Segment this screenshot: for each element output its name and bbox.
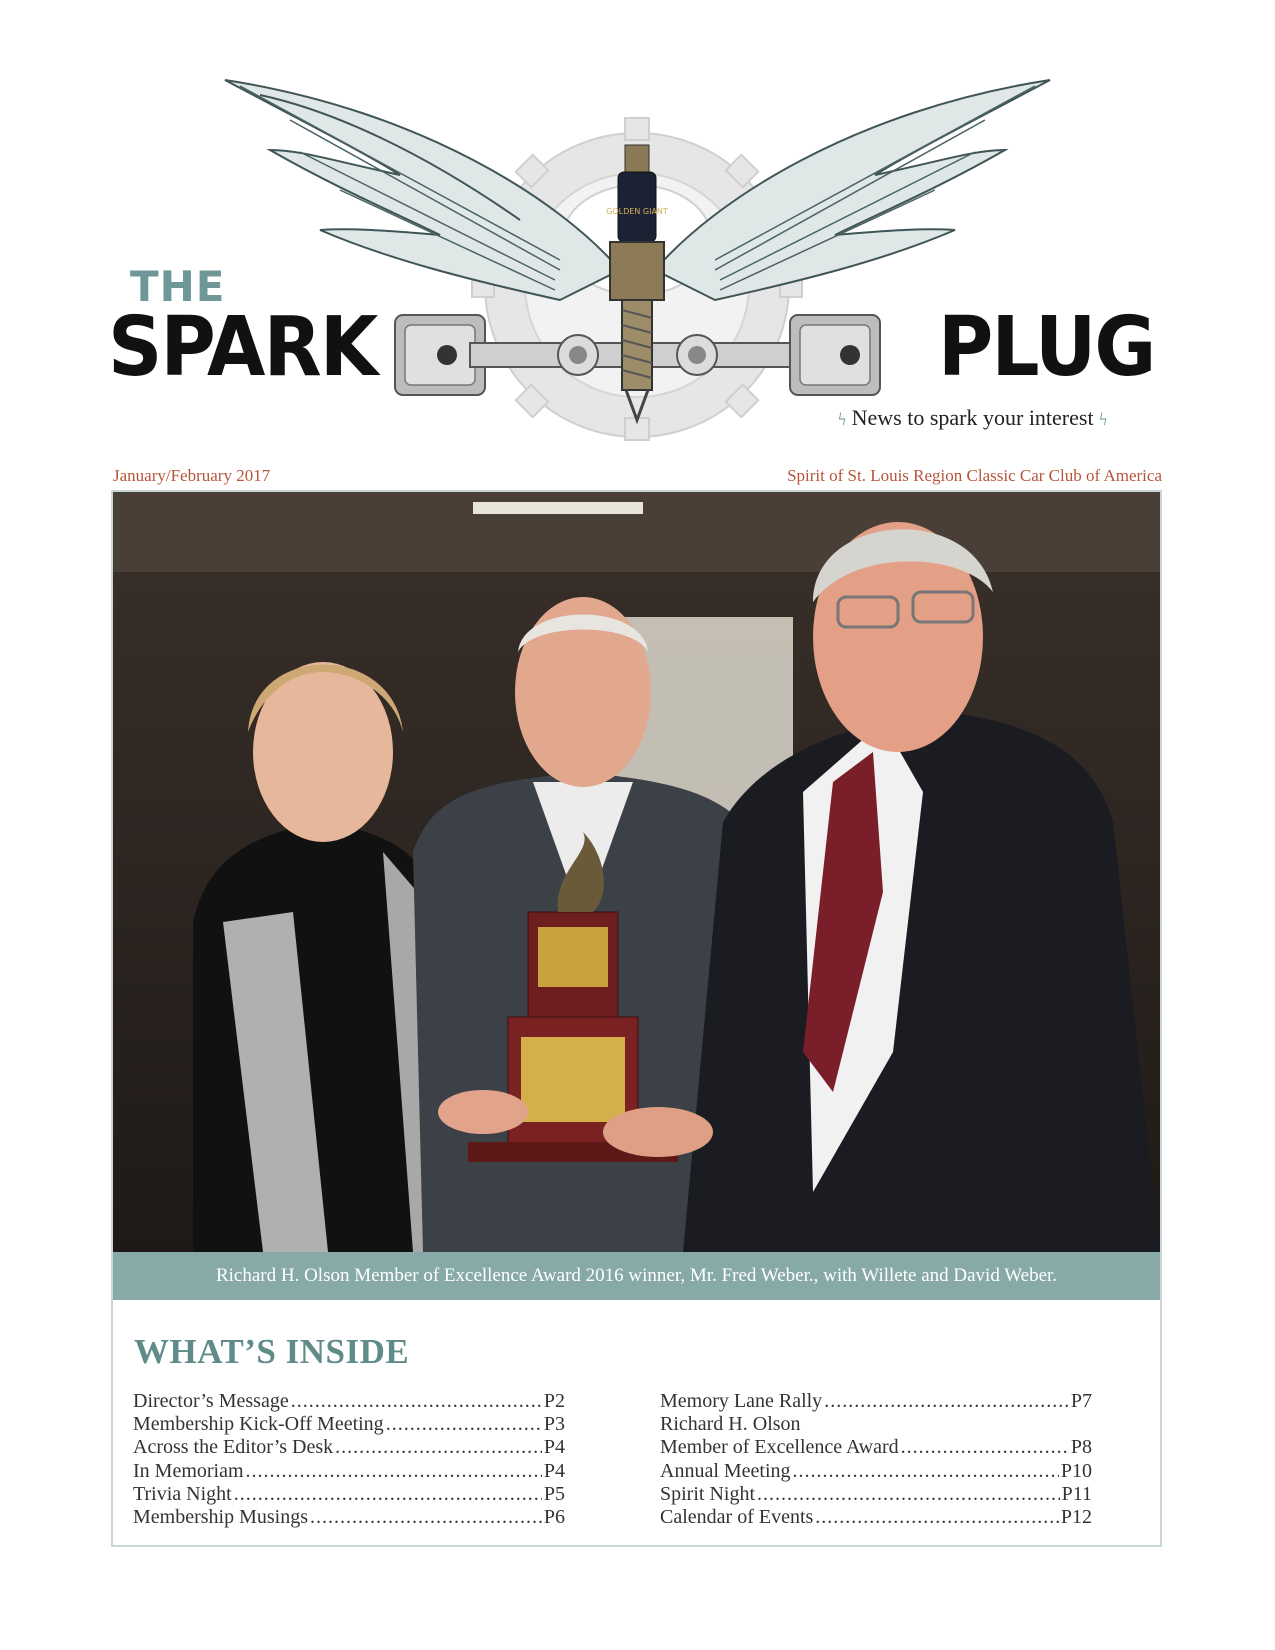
toc-entry-page: P2	[543, 1390, 565, 1412]
toc-leader	[386, 1413, 542, 1436]
toc-entry[interactable]	[133, 1390, 565, 1413]
toc-entry-title: Membership Kick-Off Meeting	[133, 1413, 384, 1436]
toc-column-1	[133, 1390, 565, 1529]
masthead-plug: PLUG	[938, 300, 1155, 395]
toc-entry-page: P4	[543, 1436, 565, 1459]
toc-entry-title: Member of Excellence Award	[660, 1436, 899, 1459]
toc-entry[interactable]	[660, 1460, 1092, 1483]
toc-leader	[757, 1483, 1060, 1506]
toc-entry-title: Membership Musings	[133, 1506, 308, 1529]
tagline-text: News to spark your interest	[851, 405, 1094, 430]
toc-leader	[291, 1390, 542, 1413]
toc-entry-page: P10	[1060, 1459, 1092, 1482]
toc-entry-title: Across the Editor’s Desk	[133, 1436, 334, 1459]
toc-entry-page: P4	[543, 1459, 565, 1482]
toc-entry-page: P3	[543, 1413, 565, 1436]
toc-entry[interactable]	[660, 1436, 1092, 1459]
toc-leader	[310, 1506, 542, 1529]
toc-leader	[234, 1483, 542, 1506]
toc-entry-title: Trivia Night	[133, 1482, 232, 1505]
toc-entry-page: P11	[1061, 1482, 1092, 1505]
toc-leader	[901, 1436, 1069, 1459]
toc-entry-title: Annual Meeting	[660, 1459, 791, 1482]
toc-entry[interactable]	[133, 1460, 565, 1483]
toc-entry[interactable]	[133, 1436, 565, 1459]
toc-entry-title: Memory Lane Rally	[660, 1390, 823, 1412]
toc-leader	[793, 1460, 1059, 1483]
toc-entry[interactable]	[660, 1483, 1092, 1506]
lightning-bolt-icon: ϟ	[838, 409, 847, 429]
toc-entry[interactable]	[660, 1390, 1092, 1413]
toc-entry[interactable]	[660, 1413, 1092, 1436]
toc-entry[interactable]	[133, 1483, 565, 1506]
toc-entry[interactable]	[133, 1413, 565, 1436]
award-photo-illustration	[113, 492, 1160, 1252]
cover-photo	[113, 492, 1160, 1252]
masthead-spark: SPARK	[108, 300, 377, 395]
toc-entry-page: P5	[543, 1482, 565, 1505]
toc-entry-page: P8	[1070, 1436, 1092, 1459]
lightning-bolt-icon: ϟ	[1099, 409, 1108, 429]
issue-date: January/February 2017	[113, 466, 271, 485]
toc-entry[interactable]	[133, 1506, 565, 1529]
toc-leader	[335, 1436, 542, 1459]
masthead-the: THE	[130, 262, 226, 311]
photo-caption: Richard H. Olson Member of Excellence Award 2016 winner, Mr. Fred Weber., with Willete and David Weber.	[113, 1252, 1160, 1300]
toc-entry[interactable]	[660, 1506, 1092, 1529]
toc-entry-title: In Memoriam	[133, 1459, 244, 1482]
toc-entry-page: P6	[543, 1506, 565, 1529]
toc-leader	[824, 1390, 1069, 1413]
toc-entry-title: Director’s Message	[133, 1390, 289, 1412]
toc-entry-title: Richard H. Olson	[660, 1413, 801, 1436]
toc-entry-title: Calendar of Events	[660, 1506, 814, 1529]
toc-entry-page: P12	[1060, 1506, 1092, 1529]
club-name: Spirit of St. Louis Region Classic Car Club of America	[787, 466, 1162, 485]
toc-leader	[246, 1460, 542, 1483]
masthead	[0, 0, 1275, 460]
toc-entry-page: P7	[1070, 1390, 1092, 1412]
masthead-tagline	[838, 405, 1138, 431]
toc-entry-title: Spirit Night	[660, 1482, 756, 1505]
toc-column-2	[660, 1390, 1092, 1529]
plug-label-text: GOLDEN GIANT	[606, 207, 668, 216]
toc-leader	[815, 1506, 1059, 1529]
whats-inside-heading: WHAT’S INSIDE	[134, 1332, 410, 1371]
